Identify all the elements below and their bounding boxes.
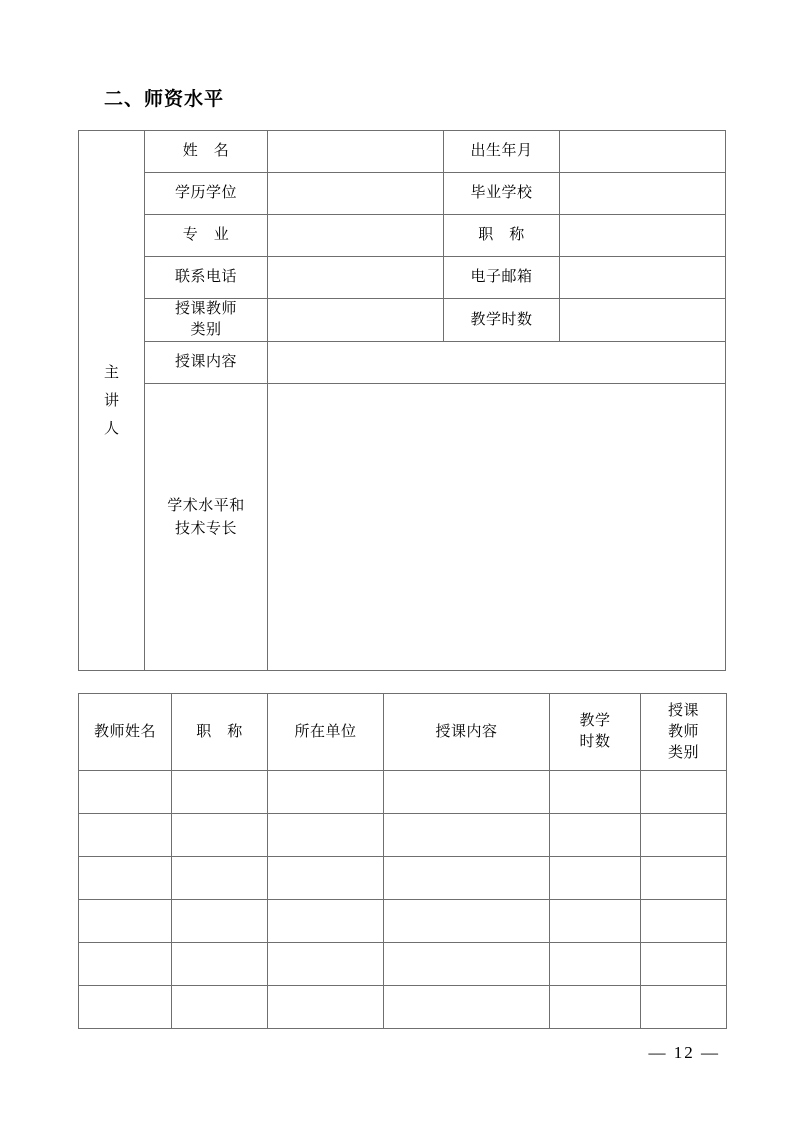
column-header-teacher-category-line1: 授课	[667, 702, 699, 719]
label-major: 专 业	[145, 215, 268, 257]
label-teacher-category	[145, 299, 268, 342]
table-row	[79, 384, 726, 671]
column-header-teacher-name	[79, 694, 172, 771]
column-header-teacher-category-line2: 教师	[667, 723, 699, 740]
cell-job-title[interactable]	[172, 943, 268, 986]
cell-course-content[interactable]	[384, 857, 550, 900]
label-email: 电子邮箱	[444, 257, 560, 299]
table-row	[79, 342, 726, 384]
field-name[interactable]	[268, 131, 444, 173]
cell-work-unit[interactable]	[268, 986, 384, 1029]
lecturer-vertical-label-cell	[79, 131, 145, 671]
vertical-label-char-3: 人	[103, 420, 119, 437]
field-academic-level[interactable]	[268, 384, 726, 671]
cell-teacher-category[interactable]	[641, 814, 727, 857]
cell-teaching-hours[interactable]	[550, 857, 641, 900]
table-row	[79, 299, 726, 342]
teacher-roster-table	[78, 693, 727, 1029]
cell-job-title[interactable]	[172, 857, 268, 900]
label-job-title: 职 称	[444, 215, 560, 257]
page-number: — 12 —	[648, 1043, 720, 1062]
vertical-label-char-2: 讲	[103, 392, 119, 409]
cell-course-content[interactable]	[384, 986, 550, 1029]
table-row	[79, 943, 727, 986]
cell-teaching-hours[interactable]	[550, 814, 641, 857]
label-course-content: 授课内容	[145, 342, 268, 384]
table-row	[79, 215, 726, 257]
label-teaching-hours: 教学时数	[444, 299, 560, 342]
field-graduate-school[interactable]	[560, 173, 726, 215]
column-header-teacher-category-line3: 类别	[667, 744, 699, 761]
cell-teaching-hours[interactable]	[550, 771, 641, 814]
cell-teacher-name[interactable]	[79, 900, 172, 943]
label-academic-level-lines	[167, 495, 245, 541]
section-heading: 二、师资水平	[104, 88, 225, 110]
vertical-label-char-1: 主	[103, 364, 119, 381]
cell-teaching-hours[interactable]	[550, 986, 641, 1029]
cell-job-title[interactable]	[172, 900, 268, 943]
table-row	[79, 131, 726, 173]
column-header-course-content	[384, 694, 550, 771]
column-header-teaching-hours	[550, 694, 641, 771]
label-teacher-category-line1: 授课教师	[174, 301, 237, 317]
table-row	[79, 900, 727, 943]
cell-teacher-name[interactable]	[79, 857, 172, 900]
label-academic-level-line2: 技术专长	[174, 521, 237, 537]
cell-teacher-category[interactable]	[641, 900, 727, 943]
lecturer-info-table	[78, 130, 726, 671]
cell-work-unit[interactable]	[268, 900, 384, 943]
table-row	[79, 814, 727, 857]
table-row	[79, 173, 726, 215]
label-phone: 联系电话	[145, 257, 268, 299]
cell-job-title[interactable]	[172, 771, 268, 814]
field-major[interactable]	[268, 215, 444, 257]
cell-teacher-category[interactable]	[641, 857, 727, 900]
field-job-title[interactable]	[560, 215, 726, 257]
label-birth-date: 出生年月	[444, 131, 560, 173]
label-name: 姓 名	[145, 131, 268, 173]
label-education-degree: 学历学位	[145, 173, 268, 215]
field-teaching-hours[interactable]	[560, 299, 726, 342]
cell-teaching-hours[interactable]	[550, 900, 641, 943]
lecturer-vertical-label	[79, 131, 144, 670]
field-phone[interactable]	[268, 257, 444, 299]
label-teacher-category-line2: 类别	[190, 322, 222, 338]
label-academic-level	[145, 384, 268, 671]
cell-course-content[interactable]	[384, 900, 550, 943]
cell-work-unit[interactable]	[268, 814, 384, 857]
cell-work-unit[interactable]	[268, 857, 384, 900]
column-header-teacher-category	[641, 694, 727, 771]
table-row	[79, 257, 726, 299]
cell-teacher-name[interactable]	[79, 943, 172, 986]
table-row	[79, 857, 727, 900]
label-academic-level-wrapper	[145, 384, 267, 670]
table-row	[79, 986, 727, 1029]
column-header-work-unit	[268, 694, 384, 771]
field-email[interactable]	[560, 257, 726, 299]
column-header-work-unit-line1: 所在单位	[294, 723, 357, 740]
table-header-row	[79, 694, 727, 771]
cell-work-unit[interactable]	[268, 943, 384, 986]
label-academic-level-line1: 学术水平和	[167, 498, 245, 514]
cell-course-content[interactable]	[384, 771, 550, 814]
cell-job-title[interactable]	[172, 986, 268, 1029]
column-header-job-title-line1: 职 称	[196, 723, 243, 740]
cell-course-content[interactable]	[384, 814, 550, 857]
column-header-course-content-line1: 授课内容	[435, 723, 498, 740]
cell-teacher-category[interactable]	[641, 943, 727, 986]
cell-teacher-category[interactable]	[641, 771, 727, 814]
cell-work-unit[interactable]	[268, 771, 384, 814]
column-header-teaching-hours-line2: 时数	[579, 734, 611, 750]
cell-teaching-hours[interactable]	[550, 943, 641, 986]
field-birth-date[interactable]	[560, 131, 726, 173]
column-header-job-title	[172, 694, 268, 771]
cell-job-title[interactable]	[172, 814, 268, 857]
column-header-teaching-hours-line1: 教学	[579, 713, 611, 729]
column-header-teacher-name-line1: 教师姓名	[93, 723, 156, 740]
table-row	[79, 771, 727, 814]
field-teacher-category[interactable]	[268, 299, 444, 342]
cell-course-content[interactable]	[384, 943, 550, 986]
cell-teacher-name[interactable]	[79, 771, 172, 814]
cell-teacher-category[interactable]	[641, 986, 727, 1029]
cell-teacher-name[interactable]	[79, 814, 172, 857]
label-graduate-school: 毕业学校	[444, 173, 560, 215]
field-course-content[interactable]	[268, 342, 726, 384]
field-education-degree[interactable]	[268, 173, 444, 215]
cell-teacher-name[interactable]	[79, 986, 172, 1029]
